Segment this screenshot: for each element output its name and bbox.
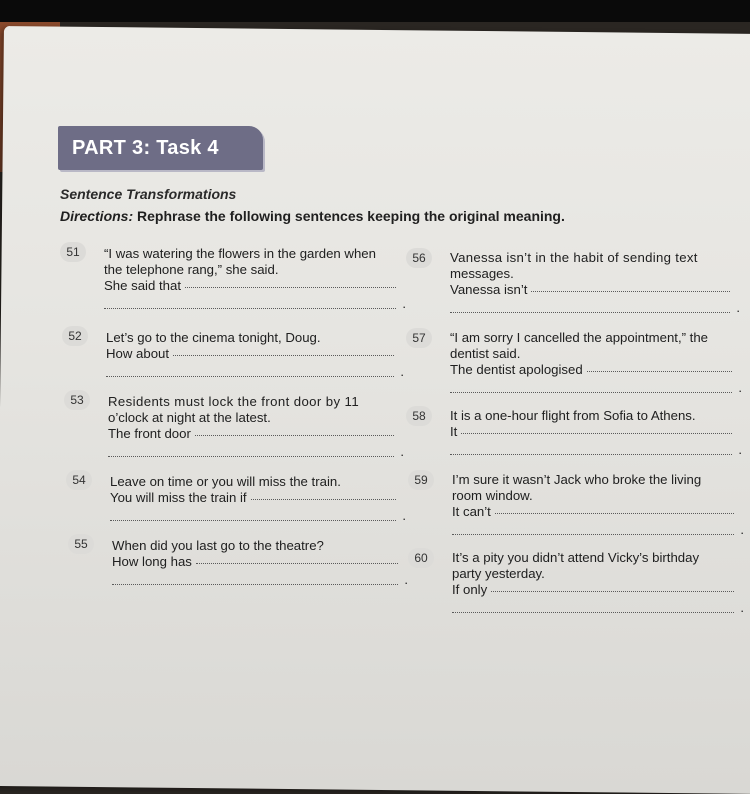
answer-line-continued[interactable] [452, 598, 744, 615]
answer-line[interactable] [108, 426, 394, 442]
item-sentence-line1: Vanessa isn’t in the habit of sending text [450, 250, 698, 265]
answer-line-continued[interactable] [450, 298, 740, 315]
line-end-period: . [740, 522, 744, 537]
answer-prompt: If only [452, 582, 488, 597]
item-sentence-line1: Residents must lock the front door by 11 [108, 394, 360, 409]
answer-prompt: You will miss the train if [110, 490, 247, 505]
answer-line-continued[interactable] [452, 520, 744, 537]
line-end-period: . [400, 364, 404, 379]
answer-prompt: How about [106, 346, 170, 361]
answer-prompt: The dentist apologised [450, 362, 583, 377]
answer-dotted-line[interactable] [531, 291, 730, 292]
item-sentence-line1: I’m sure it wasn’t Jack who broke the living [452, 472, 702, 487]
answer-prompt: It can’t [452, 504, 491, 519]
answer-line-continued[interactable] [106, 362, 404, 379]
answer-dotted-line[interactable] [196, 563, 398, 564]
item-sentence-line2: messages. [450, 266, 514, 281]
answer-line[interactable] [452, 504, 734, 520]
answer-line[interactable] [450, 362, 732, 378]
item-sentence-line2: room window. [452, 488, 533, 503]
item-number: 51 [60, 242, 86, 262]
line-end-period: . [740, 600, 744, 615]
answer-dotted-line[interactable] [173, 355, 394, 356]
item-sentence-line1: It’s a pity you didn’t attend Vicky’s birthday [452, 550, 700, 565]
answer-dotted-line[interactable] [185, 287, 396, 288]
item-sentence-line1: When did you last go to the theatre? [112, 538, 324, 553]
section-title: Sentence Transformations [60, 186, 237, 202]
line-end-period: . [402, 508, 406, 523]
item-sentence-line1: Leave on time or you will miss the train. [110, 474, 341, 489]
answer-line[interactable] [450, 282, 730, 298]
item-sentence-line1: It is a one-hour flight from Sofia to Athens. [450, 408, 696, 423]
answer-dotted-line[interactable] [495, 513, 734, 514]
item-number: 56 [406, 248, 432, 268]
answer-line-continued[interactable] [450, 378, 742, 395]
answer-line[interactable] [106, 346, 394, 362]
item-number: 55 [68, 534, 94, 554]
answer-line[interactable] [104, 278, 396, 294]
answer-dotted-line[interactable] [251, 499, 396, 500]
item-sentence-line2: the telephone rang,” she said. [104, 262, 279, 277]
line-end-period: . [402, 296, 406, 311]
item-number: 53 [64, 390, 90, 410]
item-number: 52 [62, 326, 88, 346]
answer-line[interactable] [452, 582, 734, 598]
item-sentence-line2: o’clock at night at the latest. [108, 410, 271, 425]
answer-line-continued[interactable] [450, 440, 742, 457]
answer-line-continued[interactable] [112, 570, 408, 587]
item-number: 57 [406, 328, 432, 348]
directions-label: Directions: [60, 208, 134, 224]
directions-text: Rephrase the following sentences keeping the original meaning. [137, 208, 565, 224]
answer-line[interactable] [450, 424, 732, 440]
answer-dotted-line[interactable] [195, 435, 394, 436]
directions [60, 208, 565, 224]
item-sentence-line1: “I am sorry I cancelled the appointment,” the [450, 330, 709, 345]
item-sentence-line2: dentist said. [450, 346, 521, 361]
line-end-period: . [738, 380, 742, 395]
answer-line-continued[interactable] [104, 294, 406, 311]
item-number: 58 [406, 406, 432, 426]
answer-dotted-line[interactable] [491, 591, 734, 592]
line-end-period: . [400, 444, 404, 459]
answer-prompt: The front door [108, 426, 191, 441]
answer-prompt: Vanessa isn’t [450, 282, 528, 297]
item-sentence-line2: party yesterday. [452, 566, 545, 581]
line-end-period: . [404, 572, 408, 587]
item-sentence-line1: Let’s go to the cinema tonight, Doug. [106, 330, 321, 345]
line-end-period: . [738, 442, 742, 457]
part-label: PART 3: Task 4 [58, 126, 263, 170]
answer-dotted-line[interactable] [461, 433, 732, 434]
item-number: 60 [408, 548, 434, 568]
line-end-period: . [736, 300, 740, 315]
item-sentence-line1: “I was watering the flowers in the garden when [104, 246, 376, 261]
answer-prompt: It [450, 424, 458, 439]
answer-prompt: She said that [104, 278, 181, 293]
answer-line[interactable] [112, 554, 398, 570]
answer-line-continued[interactable] [108, 442, 404, 459]
answer-line-continued[interactable] [110, 506, 406, 523]
answer-prompt: How long has [112, 554, 192, 569]
item-number: 54 [66, 470, 92, 490]
answer-line[interactable] [110, 490, 396, 506]
answer-dotted-line[interactable] [587, 371, 732, 372]
item-number: 59 [408, 470, 434, 490]
